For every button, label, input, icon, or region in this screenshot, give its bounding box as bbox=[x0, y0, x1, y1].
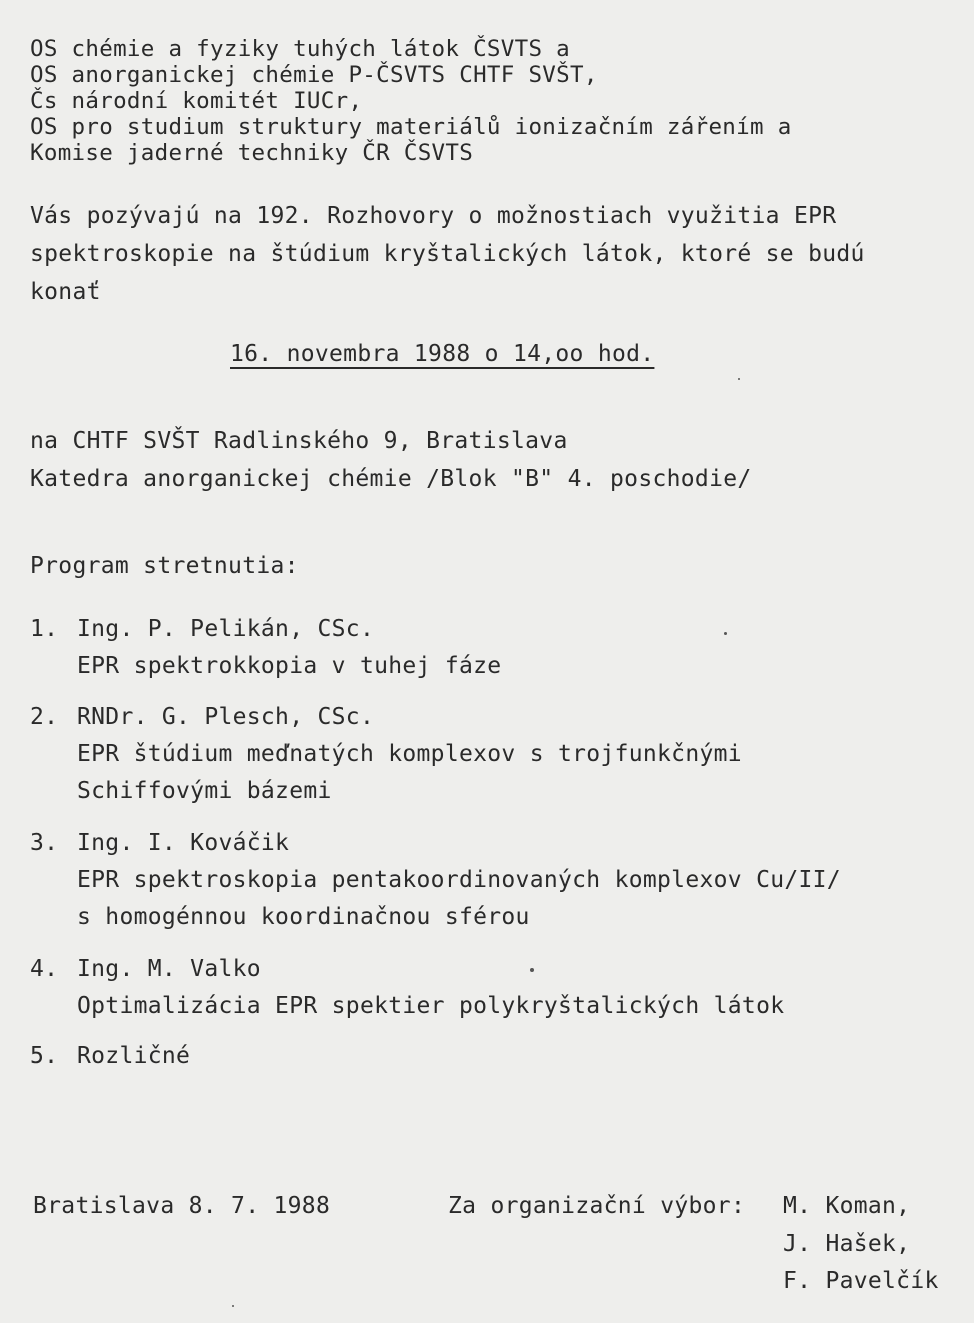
header-line-1: OS chémie a fyziky tuhých látok ČSVTS a bbox=[30, 36, 570, 62]
program-item-4-title: Optimalizácia EPR spektier polykryštalických látok bbox=[77, 993, 785, 1019]
paper-speck bbox=[724, 632, 727, 635]
program-item-5-number: 5. bbox=[30, 1043, 59, 1069]
paper-speck bbox=[530, 968, 534, 972]
signatory-3: F. Pavelčík bbox=[783, 1268, 939, 1294]
location-line-1: na CHTF SVŠT Radlinského 9, Bratislava bbox=[30, 428, 568, 454]
program-item-3-title-2: s homogénnou koordinačnou sférou bbox=[77, 904, 530, 930]
program-item-4-number: 4. bbox=[30, 956, 59, 982]
program-item-5-speaker: Rozličné bbox=[77, 1043, 191, 1069]
program-item-1-speaker: Ing. P. Pelikán, CSc. bbox=[77, 616, 375, 642]
place-date: Bratislava 8. 7. 1988 bbox=[33, 1193, 331, 1219]
signatory-2: J. Hašek, bbox=[783, 1231, 911, 1257]
program-item-3-title-1: EPR spektroskopia pentakoordinovaných komplexov Cu/II/ bbox=[77, 867, 841, 893]
program-item-2-title-2: Schiffovými bázemi bbox=[77, 778, 332, 804]
invitation-line-3: konať bbox=[30, 279, 101, 305]
program-item-1-title: EPR spektrokkopia v tuhej fáze bbox=[77, 653, 502, 679]
program-item-2-title-1: EPR štúdium meďnatých komplexov s trojfunkčnými bbox=[77, 741, 742, 767]
program-item-4-speaker: Ing. M. Valko bbox=[77, 956, 261, 982]
event-date-time: 16. novembra 1988 o 14,oo hod. bbox=[230, 341, 655, 367]
invitation-line-2: spektroskopie na štúdium kryštalických látok, ktoré se budú bbox=[30, 241, 865, 267]
header-line-2: OS anorganickej chémie P-ČSVTS CHTF SVŠT, bbox=[30, 62, 598, 88]
paper-speck bbox=[738, 378, 740, 380]
header-line-3: Čs národní komitét IUCr, bbox=[30, 88, 363, 114]
location-line-2: Katedra anorganickej chémie /Blok "B" 4. poschodie/ bbox=[30, 466, 752, 492]
program-item-3-speaker: Ing. I. Kováčik bbox=[77, 830, 290, 856]
header-line-5: Komise jaderné techniky ČR ČSVTS bbox=[30, 140, 474, 166]
invitation-line-1: Vás pozývajú na 192. Rozhovory o možnostiach využitia EPR bbox=[30, 203, 837, 229]
program-item-2-number: 2. bbox=[30, 704, 59, 730]
program-heading: Program stretnutia: bbox=[30, 553, 299, 579]
committee-label: Za organizační výbor: bbox=[448, 1193, 746, 1219]
program-item-2-speaker: RNDr. G. Plesch, CSc. bbox=[77, 704, 375, 730]
signatory-1: M. Koman, bbox=[783, 1193, 911, 1219]
paper-speck bbox=[232, 1305, 234, 1307]
header-line-4: OS pro studium struktury materiálů ionizačním zářením a bbox=[30, 114, 792, 140]
program-item-1-number: 1. bbox=[30, 616, 59, 642]
program-item-3-number: 3. bbox=[30, 830, 59, 856]
